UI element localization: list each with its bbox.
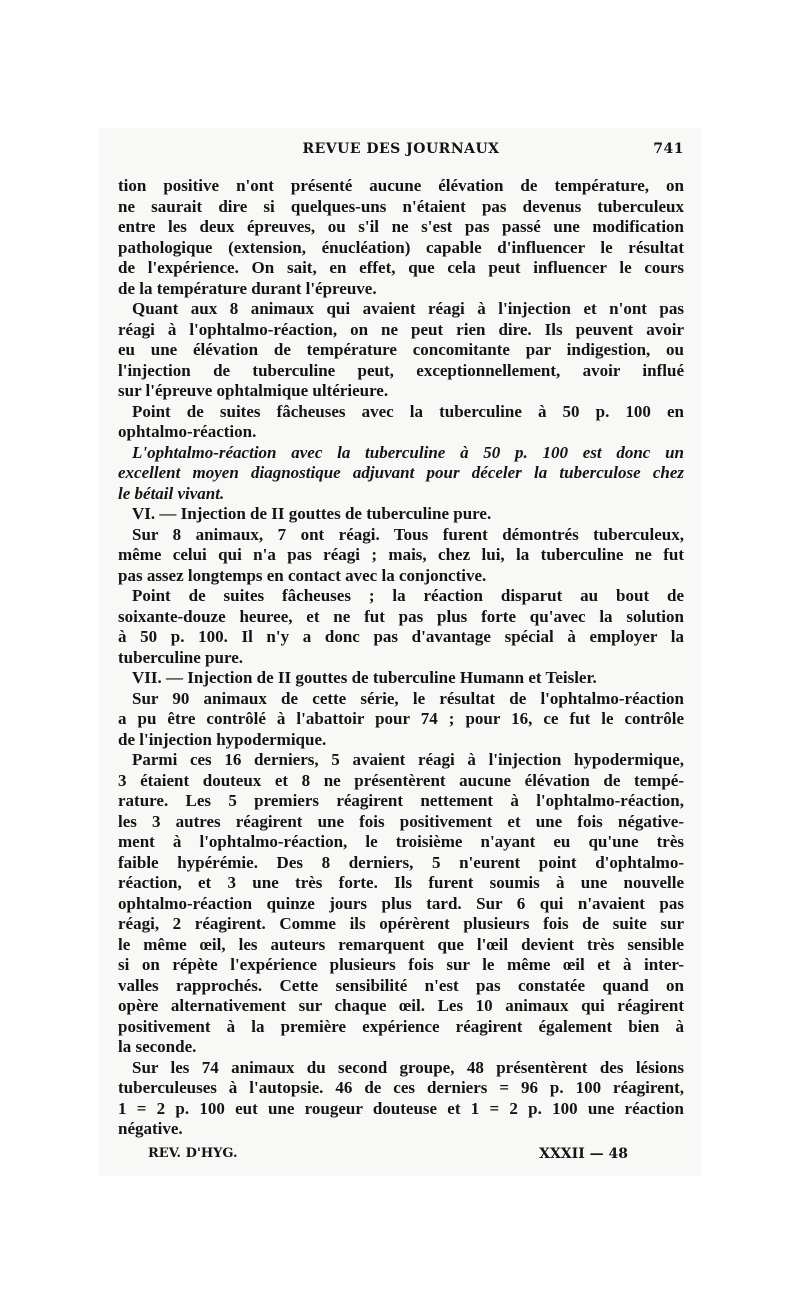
text-line: valles rapprochés. Cette sensibilité n'est pas constatée quand on	[118, 975, 684, 995]
text-line: faible hypérémie. Des 8 derniers, 5 n'eurent point d'ophtalmo-	[118, 852, 684, 872]
text-line: tuberculine pure.	[118, 647, 243, 667]
text-line: ment à l'ophtalmo-réaction, le troisième n'ayant eu qu'une très	[118, 832, 684, 851]
text-line: rature. Les 5 premiers réagirent nettement à l'ophtalmo-réaction,	[118, 791, 684, 810]
text-line: ne saurait dire si quelques-uns n'étaient pas devenus tuberculeux	[118, 196, 684, 216]
text-line: réagi à l'ophtalmo-réaction, on ne peut rien dire. Ils peuvent avoir	[118, 319, 684, 339]
text-line: si on répète l'expérience plusieurs fois sur le même œil et à inter-	[118, 955, 684, 974]
text-line: même celui qui n'a pas réagi ; mais, chez lui, la tuberculine ne fut	[118, 545, 684, 564]
text-line: de l'injection hypodermique.	[118, 729, 327, 749]
text-line: 3 étaient douteux et 8 ne présentèrent aucune élévation de tempé-	[118, 770, 684, 790]
text-line: 1 = 2 p. 100 eut une rougeur douteuse et 1 = 2 p. 100 une réaction	[118, 1098, 684, 1118]
text-line: soixante-douze heuree, et ne fut pas plus forte qu'avec la solution	[118, 606, 684, 626]
text-line: positivement à la première expérience réagirent également bien à	[118, 1016, 684, 1036]
text-line: L'ophtalmo-réaction avec la tuberculine à 50 p. 100 est donc un	[132, 442, 684, 462]
text-line: pas assez longtemps en contact avec la conjonctive.	[118, 565, 487, 585]
text-line: réaction, et 3 une très forte. Ils furent soumis à une nouvelle	[118, 873, 684, 892]
text-line: de l'expérience. On sait, en effet, que cela peut influencer le cours	[118, 258, 684, 277]
text-line: Point de suites fâcheuses avec la tuberculine à 50 p. 100 en	[132, 401, 684, 421]
section-heading: VI. — Injection de II gouttes de tuberculine pure.	[132, 504, 492, 523]
text-line: a pu être contrôlé à l'abattoir pour 74 ; pour 16, ce fut le contrôle	[118, 709, 684, 728]
text-line: l'injection de tuberculine peut, exceptionnellement, avoir influé	[118, 360, 684, 380]
text-line: excellent moyen diagnostique adjuvant pour déceler la tuberculose chez	[118, 463, 684, 482]
text-line: réagi, 2 réagirent. Comme ils opérèrent plusieurs fois de suite sur	[118, 914, 684, 933]
text-line: Sur 8 animaux, 7 ont réagi. Tous furent démontrés tuberculeux,	[132, 524, 684, 544]
page-footer	[148, 1146, 628, 1166]
running-title: REVUE DES JOURNAUX	[302, 141, 500, 157]
volume-signature: XXXII — 48	[539, 1146, 628, 1162]
text-line: Point de suites fâcheuses ; la réaction disparut au bout de	[132, 586, 684, 605]
section-heading: VII. — Injection de II gouttes de tuberculine Humann et Teisler.	[132, 668, 597, 687]
text-line: entre les deux épreuves, ou s'il ne s'est pas passé une modification	[118, 217, 684, 236]
running-header	[118, 141, 684, 165]
text-line: le bétail vivant.	[118, 483, 225, 503]
text-line: ophtalmo-réaction.	[118, 422, 257, 441]
text-line: la seconde.	[118, 1037, 197, 1056]
text-line: opère alternativement sur chaque œil. Les 10 animaux qui réagirent	[118, 996, 684, 1015]
text-line: sur l'épreuve ophtalmique ultérieure.	[118, 381, 389, 400]
text-line: à 50 p. 100. Il n'y a donc pas d'avantage spécial à employer la	[118, 627, 684, 646]
text-line: eu une élévation de température concomitante par indigestion, ou	[118, 340, 684, 359]
page-number: 741	[653, 141, 684, 157]
text-line: Parmi ces 16 derniers, 5 avaient réagi à l'injection hypodermique,	[132, 750, 684, 769]
text-line: de la température durant l'épreuve.	[118, 278, 377, 298]
text-line: pathologique (extension, énucléation) capable d'influencer le résultat	[118, 237, 684, 257]
text-line: Sur les 74 animaux du second groupe, 48 présentèrent des lésions	[132, 1057, 684, 1077]
text-line: les 3 autres réagirent une fois positivement et une fois négative-	[118, 811, 684, 831]
text-line: ophtalmo-réaction quinze jours plus tard. Sur 6 qui n'avaient pas	[118, 893, 684, 913]
text-line: tion positive n'ont présenté aucune élévation de température, on	[118, 176, 684, 195]
text-line: le même œil, les auteurs remarquent que l'œil devient très sensible	[118, 934, 684, 954]
text-line: Sur 90 animaux de cette série, le résultat de l'ophtalmo-réaction	[132, 688, 684, 708]
text-line: tuberculeuses à l'autopsie. 46 de ces derniers = 96 p. 100 réagirent,	[118, 1078, 684, 1097]
journal-abbreviation: REV. D'HYG.	[148, 1146, 238, 1161]
text-line: Quant aux 8 animaux qui avaient réagi à l'injection et n'ont pas	[132, 299, 684, 318]
body-text	[118, 176, 684, 1140]
text-line: négative.	[118, 1119, 183, 1138]
